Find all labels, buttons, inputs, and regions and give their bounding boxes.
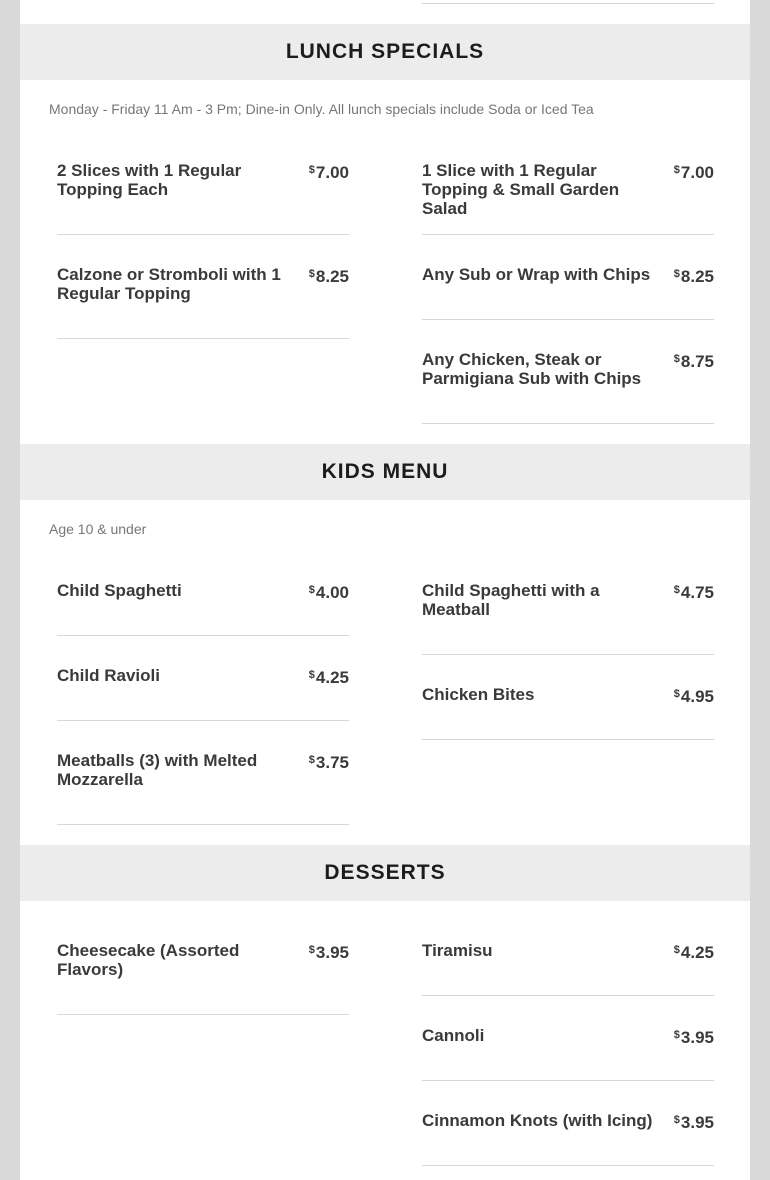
item-price [309, 265, 349, 286]
divider [57, 720, 349, 721]
item-price [309, 941, 349, 962]
item-price [309, 751, 349, 772]
divider [422, 3, 714, 4]
price-value: 7.00 [315, 163, 349, 182]
price-value: 8.25 [680, 267, 714, 286]
item-price [674, 350, 714, 371]
divider [57, 1014, 349, 1015]
item-name: Child Spaghetti [57, 581, 182, 600]
price-value: 4.75 [680, 583, 714, 602]
currency-symbol: $ [673, 944, 680, 956]
item-price [674, 1111, 714, 1132]
menu-page [20, 0, 750, 1180]
currency-symbol: $ [308, 584, 315, 596]
divider [57, 234, 349, 235]
price-value: 4.95 [680, 687, 714, 706]
item-price [674, 941, 714, 962]
item-name: Any Sub or Wrap with Chips [422, 265, 651, 284]
divider [422, 995, 714, 996]
item-name: Tiramisu [422, 941, 493, 960]
section-note-lunch: Monday - Friday 11 Am - 3 Pm; Dine-in Only. All lunch specials include Soda or Iced Tea [49, 101, 594, 117]
divider [422, 319, 714, 320]
divider [422, 1080, 714, 1081]
currency-symbol: $ [308, 268, 315, 280]
currency-symbol: $ [308, 164, 315, 176]
currency-symbol: $ [308, 754, 315, 766]
item-name: Meatballs (3) with Melted Mozzarella [57, 751, 258, 789]
section-header-desserts: DESSERTS [20, 845, 750, 901]
item-price [674, 161, 714, 182]
divider [422, 234, 714, 235]
item-price [674, 685, 714, 706]
item-name: Cheesecake (Assorted Flavors) [57, 941, 240, 979]
price-value: 4.25 [680, 943, 714, 962]
price-value: 7.00 [680, 163, 714, 182]
divider [57, 824, 349, 825]
item-price [674, 1026, 714, 1047]
section-note-kids: Age 10 & under [49, 521, 147, 537]
price-value: 8.75 [680, 352, 714, 371]
currency-symbol: $ [673, 688, 680, 700]
item-name: Cinnamon Knots (with Icing) [422, 1111, 653, 1130]
item-price [674, 265, 714, 286]
section-header-lunch-specials: LUNCH SPECIALS [20, 24, 750, 80]
item-name: 1 Slice with 1 Regular Topping & Small Garden Salad [422, 161, 620, 218]
item-name: Child Spaghetti with a Meatball [422, 581, 600, 619]
price-value: 3.95 [680, 1113, 714, 1132]
currency-symbol: $ [308, 669, 315, 681]
divider [422, 423, 714, 424]
item-name: 2 Slices with 1 Regular Topping Each [57, 161, 242, 199]
currency-symbol: $ [673, 164, 680, 176]
currency-symbol: $ [308, 944, 315, 956]
divider [422, 1165, 714, 1166]
price-value: 4.25 [315, 668, 349, 687]
currency-symbol: $ [673, 584, 680, 596]
divider [422, 654, 714, 655]
currency-symbol: $ [673, 1114, 680, 1126]
price-value: 3.75 [315, 753, 349, 772]
price-value: 3.95 [680, 1028, 714, 1047]
currency-symbol: $ [673, 1029, 680, 1041]
item-name: Child Ravioli [57, 666, 160, 685]
currency-symbol: $ [673, 268, 680, 280]
item-name: Cannoli [422, 1026, 485, 1045]
currency-symbol: $ [673, 353, 680, 365]
item-name: Calzone or Stromboli with 1 Regular Topping [57, 265, 281, 303]
item-price [309, 161, 349, 182]
item-name: Chicken Bites [422, 685, 535, 704]
price-value: 8.25 [315, 267, 349, 286]
section-header-kids-menu: KIDS MENU [20, 444, 750, 500]
price-value: 4.00 [315, 583, 349, 602]
item-name: Any Chicken, Steak or Parmigiana Sub with Chips [422, 350, 642, 388]
item-price [674, 581, 714, 602]
divider [422, 739, 714, 740]
divider [57, 338, 349, 339]
price-value: 3.95 [315, 943, 349, 962]
item-price [309, 581, 349, 602]
divider [57, 635, 349, 636]
item-price [309, 666, 349, 687]
